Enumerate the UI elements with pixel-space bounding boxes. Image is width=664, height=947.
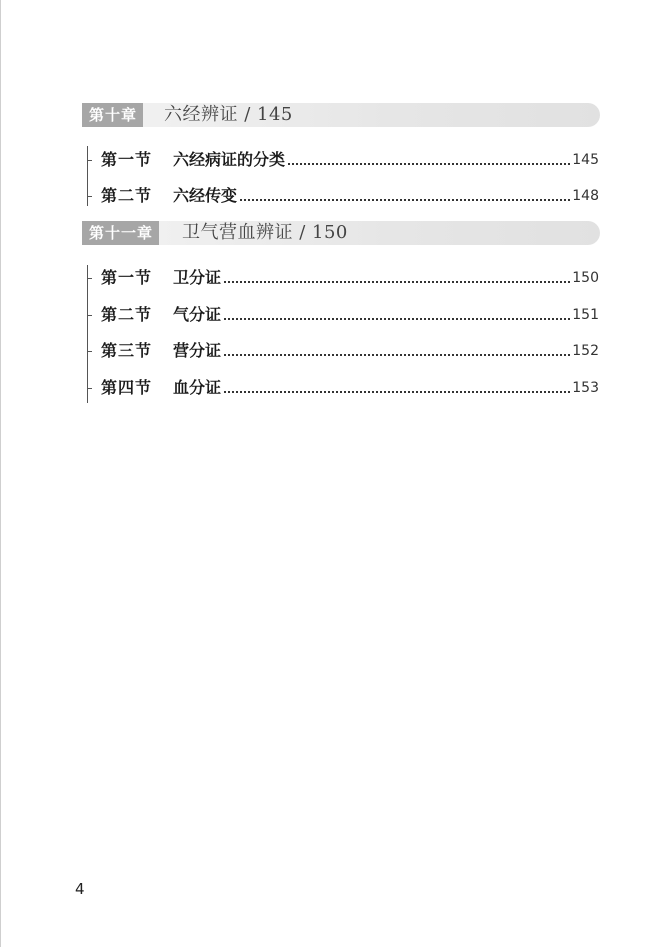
toc-entry[interactable] <box>101 339 599 361</box>
toc-tick <box>87 196 92 197</box>
toc-entry[interactable] <box>101 266 599 288</box>
toc-tick <box>87 388 92 389</box>
section-title: 气分证 <box>173 305 222 324</box>
toc-bracket <box>87 265 88 403</box>
section-title: 六经病证的分类 <box>173 150 286 169</box>
section-number: 第四节 <box>101 378 153 397</box>
section-title: 营分证 <box>173 341 222 360</box>
dot-leader <box>288 163 570 165</box>
chapter-label: 第十一章 <box>82 221 159 245</box>
chapter-label: 第十章 <box>82 103 143 127</box>
chapter-heading <box>82 221 600 245</box>
toc-bracket <box>87 146 88 206</box>
page-ref: 152 <box>572 343 599 359</box>
chapter-heading <box>82 103 600 127</box>
dot-leader <box>224 281 570 283</box>
dot-leader <box>224 354 570 356</box>
dot-leader <box>224 391 570 393</box>
toc-tick <box>87 315 92 316</box>
page-ref: 148 <box>572 188 599 204</box>
page-ref: 153 <box>572 380 599 396</box>
toc-entry[interactable] <box>101 148 599 170</box>
section-number: 第二节 <box>101 186 153 205</box>
toc-entry[interactable] <box>101 376 599 398</box>
section-title: 六经传变 <box>173 186 238 205</box>
section-title: 卫分证 <box>173 268 222 287</box>
section-number: 第二节 <box>101 305 153 324</box>
section-title: 血分证 <box>173 378 222 397</box>
page-ref: 151 <box>572 307 599 323</box>
page-number: 4 <box>75 880 85 898</box>
toc-tick <box>87 278 92 279</box>
page-ref: 150 <box>572 270 599 286</box>
toc-entry[interactable] <box>101 303 599 325</box>
chapter-title: 六经辨证 / 145 <box>164 104 293 125</box>
page-edge <box>0 0 1 947</box>
chapter-heading-band <box>82 103 600 127</box>
toc-tick <box>87 351 92 352</box>
toc-tick <box>87 160 92 161</box>
dot-leader <box>224 318 570 320</box>
section-number: 第一节 <box>101 268 153 287</box>
section-number: 第一节 <box>101 150 153 169</box>
chapter-title: 卫气营血辨证 / 150 <box>182 222 348 243</box>
section-number: 第三节 <box>101 341 153 360</box>
dot-leader <box>240 199 570 201</box>
page-ref: 145 <box>572 152 599 168</box>
toc-entry[interactable] <box>101 184 599 206</box>
